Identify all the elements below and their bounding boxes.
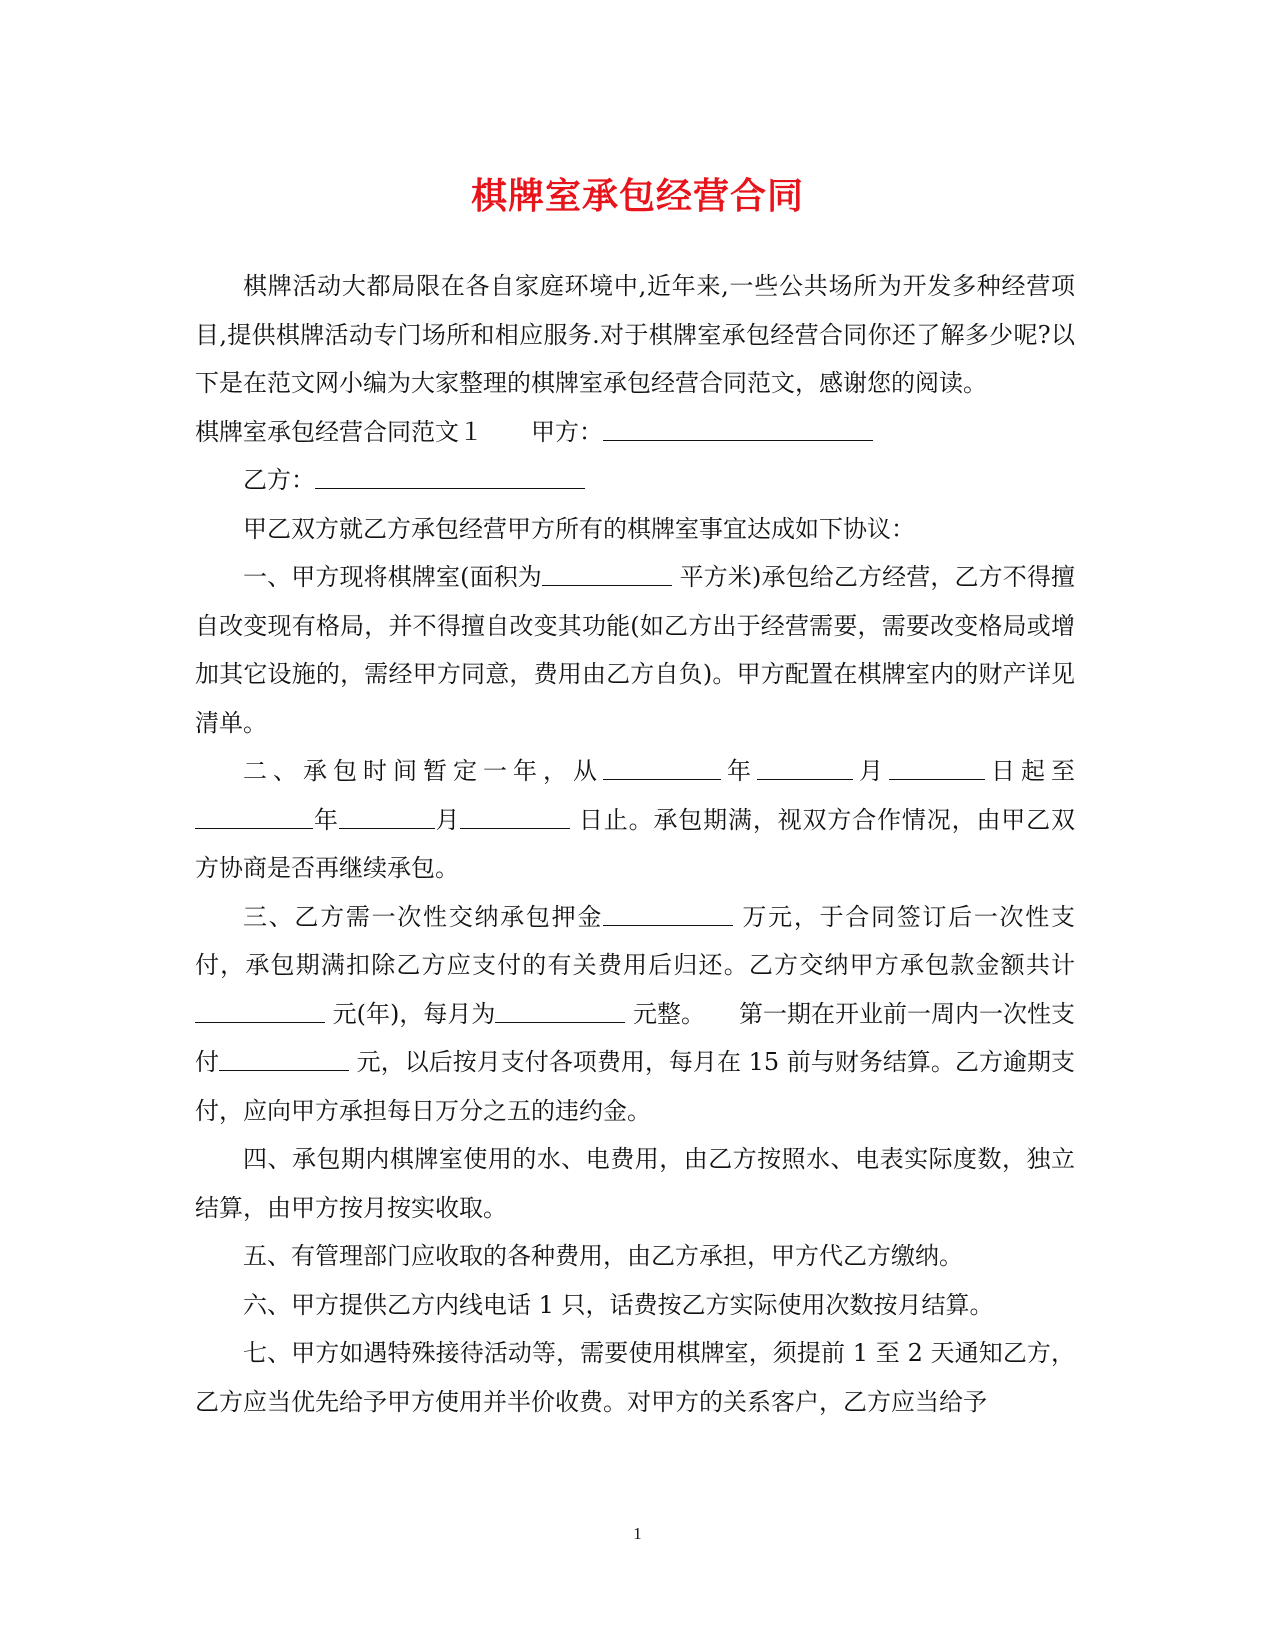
clause-1-text-a: 一、甲方现将棋牌室(面积为 [243,563,542,591]
clause-2-text-b: 日止。承包期满，视双方合作情况，由甲乙双方协商是否再继续承包。 [195,805,1075,882]
document-body [195,262,1075,1426]
party-a-blank [603,415,873,441]
clause-7: 七、甲方如遇特殊接待活动等，需要使用棋牌室，须提前 1 至 2 天通知乙方，乙方应当优先给予甲方使用并半价收费。对甲方的关系客户，乙方应当给予 [195,1339,1075,1416]
start-year-blank [603,754,721,780]
agreement-intro: 甲乙双方就乙方承包经营甲方所有的棋牌室事宜达成如下协议： [243,514,915,543]
year-label-end: 年 [313,805,339,834]
clause-3-text-b: 万元，于合同签订后一次性支付，承包期满扣除乙方应支付的有关费用后归还。乙方交纳甲方承包款金额共计 [195,902,1075,979]
first-payment-blank [219,1045,349,1071]
clause-3-text-e: 第一期在开业前一周内一次性支付 [195,999,1075,1076]
clause-4: 四、承包期内棋牌室使用的水、电费用，由乙方按照水、电表实际度数，独立结算，由甲方按月按实收取。 [195,1145,1075,1222]
annual-fee-blank [195,997,325,1023]
end-year-blank [195,803,313,829]
clause-3-text-f: 元，以后按月支付各项费用，每月在 15 前与财务结算。乙方逾期支付，应向甲方承担每日万分之五的违约金。 [195,1048,1075,1125]
clause-3-text-a: 三、乙方需一次性交纳承包押金 [243,902,604,931]
month-label-end: 月 [434,805,461,834]
party-b-label: 乙方： [243,466,315,494]
month-label: 月 [853,757,889,785]
clause-1 [195,553,1075,747]
document-title: 棋牌室承包经营合同 [470,175,804,217]
intro-paragraph: 棋牌活动大都局限在各自家庭环境中,近年来,一些公共场所为开发多种经营项目,提供棋牌活动专门场所和相应服务.对于棋牌室承包经营合同你还了解多少呢?以下是在范文网小编为大家整理的棋牌室承包经营合同范文，感谢您的阅读。 [195,272,1075,397]
clause-3-text-d: 元整。 [625,999,705,1028]
clause-1-text-b: 平方米)承包给乙方经营，乙方不得擅自改变现有格局，并不得擅自改变其功能(如乙方出于经营需要，需要改变格局或增加其它设施的，需经甲方同意，费用由乙方自负)。甲方配置在棋牌室内的财产详见清单。 [195,563,1075,737]
start-month-blank [757,754,853,780]
area-blank [542,560,672,586]
year-label: 年 [721,757,757,785]
start-day-blank [889,754,985,780]
clause-6: 六、甲方提供乙方内线电话 1 只，话费按乙方实际使用次数按月结算。 [243,1290,994,1319]
party-b-blank [315,463,585,489]
clause-2-text-a: 二、承包时间暂定一年，从 [243,757,603,785]
end-day-blank [460,803,570,829]
party-b-line [195,456,1075,505]
deposit-blank [603,900,733,926]
end-month-blank [339,803,435,829]
clause-5: 五、有管理部门应收取的各种费用，由乙方承担，甲方代乙方缴纳。 [243,1242,963,1270]
monthly-fee-blank [495,997,625,1023]
section-heading-line [195,408,1075,457]
section-heading: 棋牌室承包经营合同范文１ [195,417,483,446]
clause-3 [195,893,1075,1136]
party-a-label: 甲方： [531,417,603,446]
page-number: 1 [633,1524,642,1543]
clause-2 [195,747,1075,893]
clause-3-text-c: 元(年)，每月为 [325,999,496,1028]
day-from-label: 日起至 [985,757,1075,785]
